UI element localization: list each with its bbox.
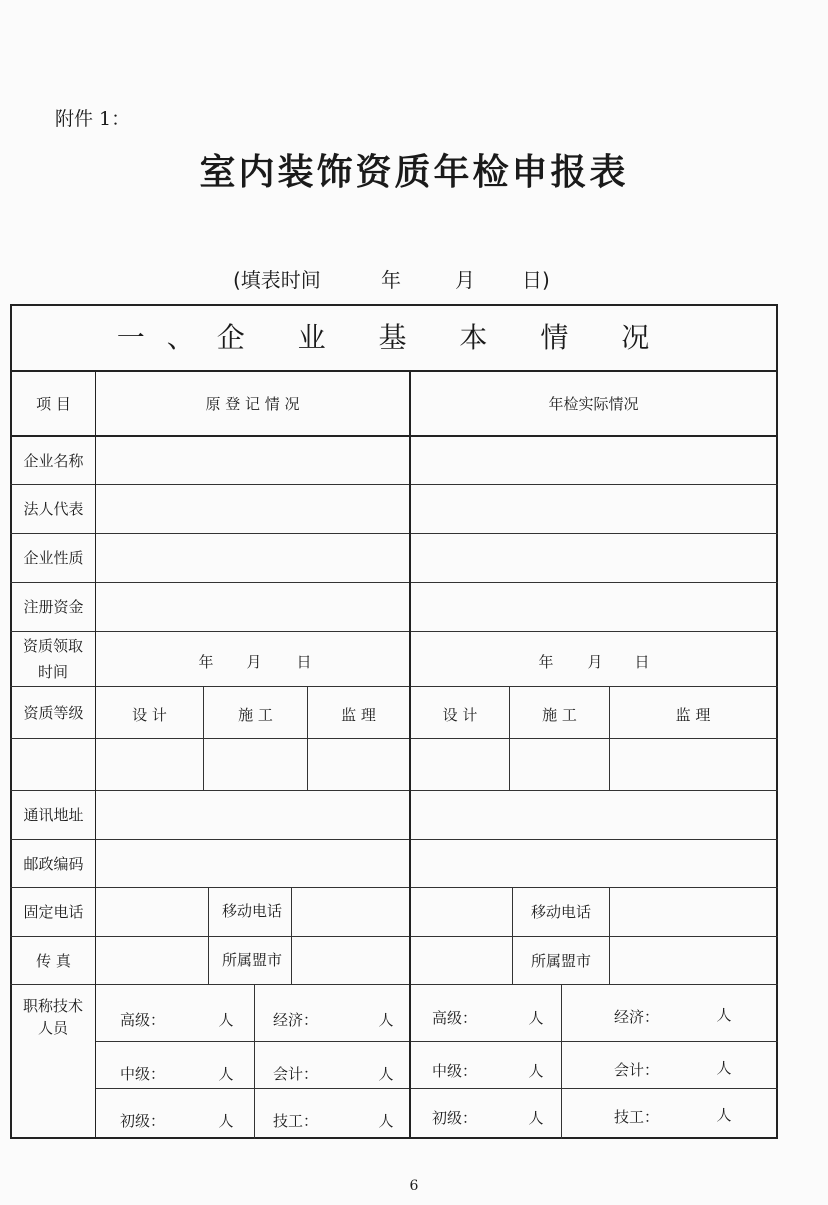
row-line	[10, 839, 778, 840]
table-border-right	[776, 304, 778, 1139]
col-line	[254, 984, 255, 1139]
row-line	[10, 984, 778, 985]
label-technical-staff: 职称技术人员	[22, 997, 83, 1037]
annual-mobile-label: 移动电话	[530, 903, 591, 921]
original-senior-label: 高级：	[120, 1011, 166, 1029]
original-technician-label: 技工：	[273, 1112, 319, 1130]
original-mobile-label: 移动电话	[221, 902, 282, 920]
annual-accounting-unit: 人	[716, 1059, 732, 1077]
annual-qual-design: 设 计	[442, 706, 478, 724]
row-line	[10, 738, 778, 739]
col-line-center	[409, 370, 411, 1139]
label-fax: 传 真	[36, 951, 71, 970]
label-address: 通讯地址	[23, 806, 84, 824]
label-legal-rep: 法人代表	[23, 500, 84, 518]
original-date-month: 月	[246, 653, 262, 671]
col-line	[609, 887, 610, 984]
label-fixed-phone: 固定电话	[23, 903, 84, 921]
annual-senior-label: 高级：	[432, 1009, 478, 1027]
annual-date-year: 年	[538, 653, 554, 671]
fill-date-year: 年	[381, 268, 401, 292]
section-title: 一、企 业 基 本 情 况	[116, 321, 672, 354]
original-qual-design: 设 计	[132, 706, 167, 724]
original-economy-label: 经济：	[273, 1011, 319, 1029]
annual-senior-unit: 人	[528, 1009, 544, 1027]
label-company-name: 企业名称	[23, 451, 84, 470]
annual-league-city-label: 所属盟市	[530, 951, 591, 970]
col-line	[208, 887, 209, 984]
original-league-city-label: 所属盟市	[221, 951, 282, 969]
original-technician-unit: 人	[378, 1112, 394, 1130]
annual-technician-unit: 人	[716, 1106, 732, 1124]
row-line	[96, 1041, 778, 1042]
original-middle-label: 中级：	[120, 1065, 166, 1083]
original-qual-construction: 施 工	[238, 706, 273, 724]
table-border-bottom	[10, 1137, 778, 1139]
header-original: 原 登 记 情 况	[205, 394, 300, 413]
col-line	[307, 686, 308, 790]
header-item: 项 目	[36, 394, 71, 413]
annual-qual-supervision: 监 理	[675, 706, 711, 724]
row-line	[10, 484, 778, 485]
annual-economy-label: 经济：	[614, 1008, 660, 1026]
original-accounting-unit: 人	[378, 1065, 394, 1083]
original-date-year: 年	[198, 653, 214, 671]
col-line	[561, 984, 562, 1139]
fill-date-day: 日)	[522, 268, 550, 292]
attachment-label: 附件 1：	[55, 108, 131, 130]
row-line	[10, 435, 778, 437]
fill-date-month: 月	[455, 268, 475, 292]
annual-date-month: 月	[587, 653, 603, 671]
col-line	[95, 370, 96, 1139]
original-senior-unit: 人	[218, 1011, 234, 1029]
label-qualification-level: 资质等级	[23, 703, 84, 722]
row-line	[10, 533, 778, 534]
row-line	[10, 631, 778, 632]
original-qual-supervision: 监 理	[341, 706, 376, 724]
col-line	[609, 686, 610, 790]
label-qualification-time: 资质领取时间	[22, 637, 83, 681]
fill-date-prefix: (填表时间	[233, 268, 321, 292]
form-title: 室内装饰资质年检申报表	[199, 151, 629, 193]
annual-economy-unit: 人	[716, 1006, 732, 1024]
row-line	[10, 936, 778, 937]
header-annual: 年检实际情况	[548, 394, 639, 413]
original-date-day: 日	[296, 653, 312, 671]
row-line	[10, 887, 778, 888]
row-line	[10, 582, 778, 583]
original-economy-unit: 人	[378, 1011, 394, 1029]
col-line	[509, 686, 510, 790]
annual-technician-label: 技工：	[614, 1108, 660, 1126]
row-line	[96, 1088, 778, 1089]
annual-qual-construction: 施 工	[542, 706, 577, 724]
original-accounting-label: 会计：	[273, 1065, 319, 1083]
annual-accounting-label: 会计：	[614, 1061, 660, 1079]
annual-middle-label: 中级：	[432, 1062, 478, 1080]
annual-date-day: 日	[634, 653, 650, 671]
annual-junior-unit: 人	[528, 1109, 544, 1127]
label-enterprise-nature: 企业性质	[23, 549, 84, 567]
col-line	[203, 686, 204, 790]
page-number: 6	[409, 1178, 419, 1194]
label-postcode: 邮政编码	[23, 854, 84, 873]
original-middle-unit: 人	[218, 1065, 234, 1083]
original-junior-label: 初级：	[120, 1112, 166, 1130]
col-line	[291, 887, 292, 984]
row-line	[10, 686, 778, 687]
row-line	[10, 790, 778, 791]
original-junior-unit: 人	[218, 1112, 234, 1130]
annual-junior-label: 初级：	[432, 1109, 478, 1127]
annual-middle-unit: 人	[528, 1062, 544, 1080]
label-registered-capital: 注册资金	[23, 598, 84, 616]
